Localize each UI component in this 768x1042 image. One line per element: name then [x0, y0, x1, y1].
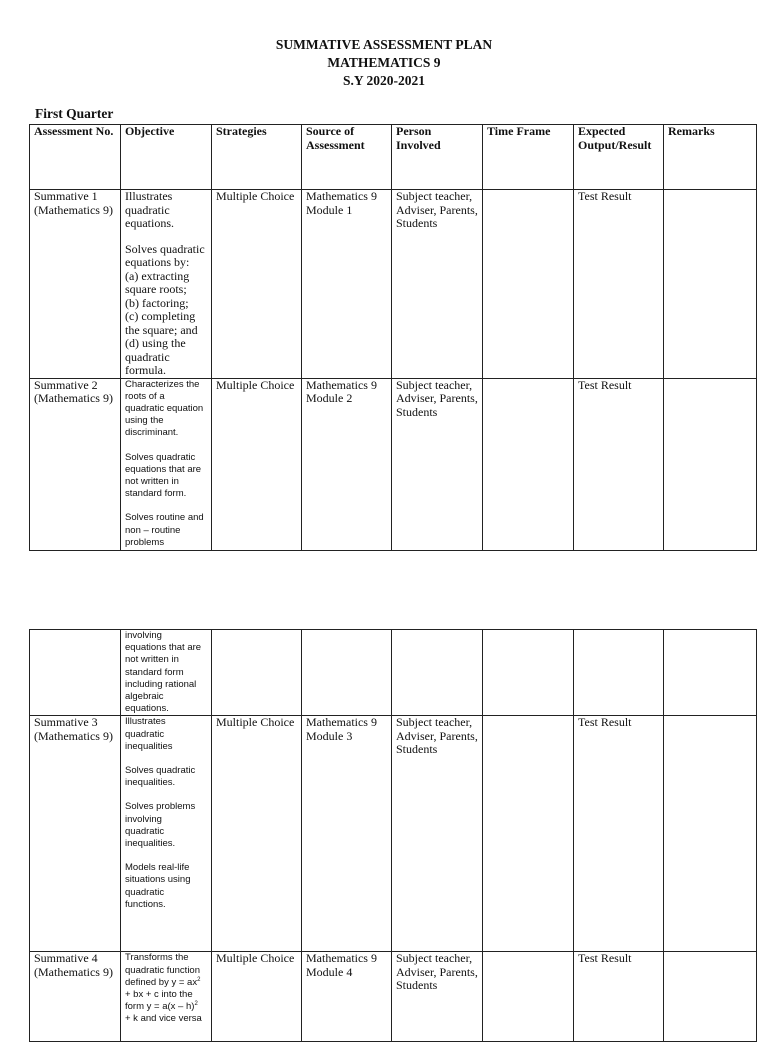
objective-text: Solves routine and non – routine problems	[125, 512, 204, 548]
strategy-cell: Multiple Choice	[212, 378, 302, 550]
objective-cell	[121, 716, 212, 952]
source-cell: Mathematics 9 Module 1	[302, 190, 392, 379]
time-frame-cell	[483, 190, 574, 379]
source-cell	[302, 630, 392, 716]
source-cell: Mathematics 9 Module 3	[302, 716, 392, 952]
time-frame-cell	[483, 716, 574, 952]
document-title	[0, 36, 768, 90]
objective-cell	[121, 190, 212, 379]
objective-text: Characterizes the roots of a quadratic equation using the discriminant.	[125, 378, 204, 439]
table-row	[30, 716, 757, 952]
person-cell: Subject teacher, Adviser, Parents, Students	[392, 952, 483, 1042]
col-header-strategies: Strategies	[212, 125, 302, 190]
table-row	[30, 630, 757, 716]
objective-text: quadratic function	[125, 964, 200, 976]
person-cell: Subject teacher, Adviser, Parents, Students	[392, 378, 483, 550]
assessment-table	[29, 124, 757, 551]
objective-cell	[121, 378, 212, 550]
quarter-heading: First Quarter	[35, 106, 114, 121]
strategy-cell: Multiple Choice	[212, 952, 302, 1042]
col-header-expected: Expected Output/Result	[574, 125, 664, 190]
assessment-cell: Summative 4 (Mathematics 9)	[30, 952, 121, 1042]
objective-cell	[121, 952, 212, 1042]
objective-text: form y = a(x – h)$^2$	[125, 1001, 198, 1013]
source-cell: Mathematics 9 Module 2	[302, 378, 392, 550]
table-row	[30, 378, 757, 550]
assessment-cell	[30, 630, 121, 716]
objective-text: Solves quadratic inequalities.	[125, 765, 196, 789]
strategy-cell	[212, 630, 302, 716]
objective-cell: involving equations that are not written in standard form including rational algebraic equations.	[121, 630, 212, 716]
objective-text: Transforms the	[125, 952, 189, 964]
expected-cell: Test Result	[574, 190, 664, 379]
objective-text: Solves quadratic equations by: (a) extracting square roots; (b) factoring; (c) completing the square; and (d) using the quadratic formula.	[125, 241, 205, 377]
col-header-assessment-no: Assessment No.	[30, 125, 121, 190]
remarks-cell	[664, 952, 757, 1042]
person-cell: Subject teacher, Adviser, Parents, Students	[392, 190, 483, 379]
objective-text: defined by $y = ax^2$	[125, 976, 201, 988]
source-cell: Mathematics 9 Module 4	[302, 952, 392, 1042]
expected-cell	[574, 630, 664, 716]
objective-text: Illustrates quadratic equations.	[125, 189, 174, 230]
objective-text: Solves quadratic equations that are not written in standard form.	[125, 451, 202, 500]
assessment-cell: Summative 2 (Mathematics 9)	[30, 378, 121, 550]
objective-text: Illustrates quadratic inequalities	[125, 716, 173, 752]
time-frame-cell	[483, 378, 574, 550]
col-header-objective: Objective	[121, 125, 212, 190]
table-row	[30, 952, 757, 1042]
objective-text: Solves problems involving quadratic inequalities.	[125, 801, 196, 850]
objective-text: + bx + c into the	[125, 989, 193, 1001]
col-header-person: Person Involved	[392, 125, 483, 190]
title-line-1: SUMMATIVE ASSESSMENT PLAN	[275, 37, 493, 52]
expected-cell: Test Result	[574, 952, 664, 1042]
table-header-row	[30, 125, 757, 190]
title-line-3: S.Y 2020-2021	[342, 73, 425, 88]
person-cell	[392, 630, 483, 716]
remarks-cell	[664, 378, 757, 550]
person-cell: Subject teacher, Adviser, Parents, Students	[392, 716, 483, 952]
title-line-2: MATHEMATICS 9	[327, 55, 441, 70]
strategy-cell: Multiple Choice	[212, 716, 302, 952]
remarks-cell	[664, 716, 757, 952]
expected-cell: Test Result	[574, 716, 664, 952]
col-header-source: Source of Assessment	[302, 125, 392, 190]
expected-cell: Test Result	[574, 378, 664, 550]
time-frame-cell	[483, 952, 574, 1042]
objective-text: Models real-life situations using quadratic functions.	[125, 862, 191, 910]
remarks-cell	[664, 630, 757, 716]
assessment-cell: Summative 3 (Mathematics 9)	[30, 716, 121, 952]
assessment-table-continued	[29, 629, 757, 1042]
time-frame-cell	[483, 630, 574, 716]
objective-text: + k and vice versa	[125, 1013, 202, 1025]
strategy-cell: Multiple Choice	[212, 190, 302, 379]
col-header-time-frame: Time Frame	[483, 125, 574, 190]
col-header-remarks: Remarks	[664, 125, 757, 190]
assessment-cell: Summative 1 (Mathematics 9)	[30, 190, 121, 379]
remarks-cell	[664, 190, 757, 379]
table-row	[30, 190, 757, 379]
